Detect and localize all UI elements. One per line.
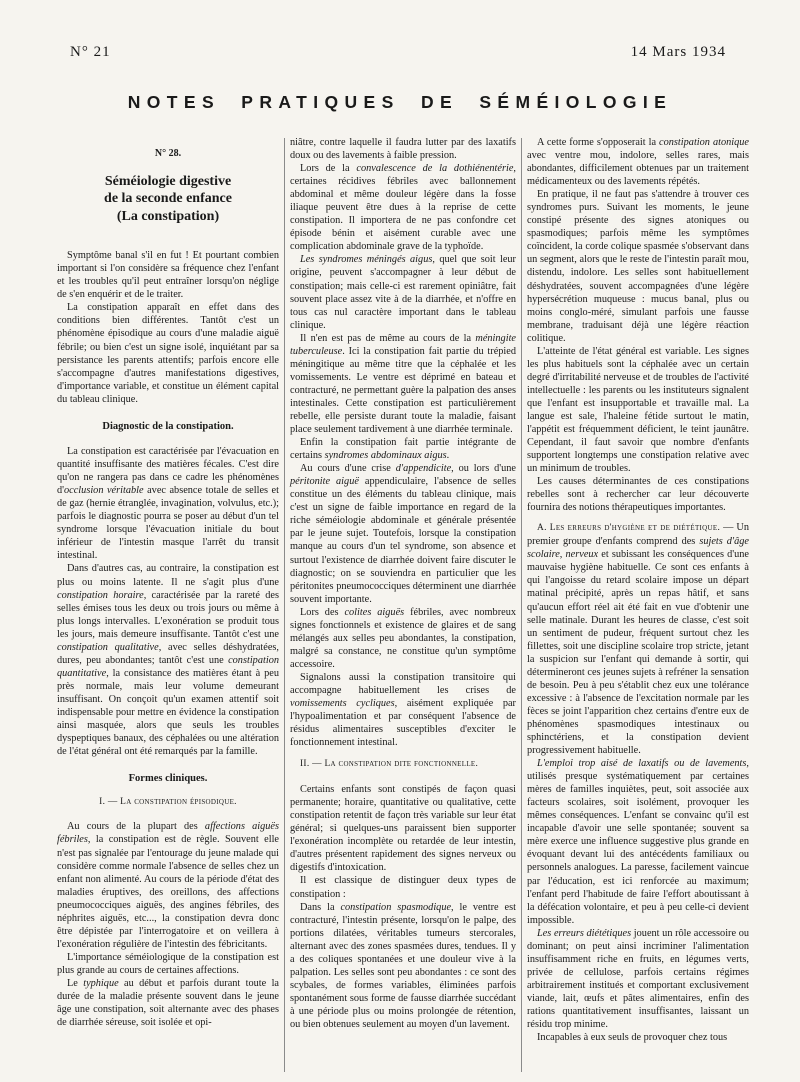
paragraph: Au cours de la plupart des affections aiguës fébriles, la constipation est de règle. Souvent elle n'est pas signalée par l'entourage du jeune malade qui considère comme normale l'absence de selles chez un enfant non alimenté. Au cours de la période d'état des maladies éruptives, des oreillons, des affections pneumococciques aiguës, des angines fébriles, des néphrites aiguës, etc..., la constipation devra donc être dépistée par l'interrogatoire et on veillera à l'exonération régulière de l'intestin des fébricitants.: [57, 821, 280, 950]
article-title-line-3: (La constipation): [116, 208, 220, 224]
subsection-heading-episodique: I. — La constipation épisodique.: [99, 797, 237, 808]
paragraph: L'emploi trop aisé de laxatifs ou de lavements, utilisés presque systématiquement par certaines mères de familles inquiètes, peut, soit associée aux facteurs scolaires, soit isolément, provoquer les mêmes conséquences. L'enfant se convainc qu'il est incapable d'avoir une selle spontanée; souvent sa mère exerce une influence suggestive plus grande en évoquant devant lui des antécédents familiaux ou personnels analogues. La paresse, facilement vaincue par l'éducation, est ici renforcée au maximum; l'enfant perd l'habitude de faire l'effort aboutissant à la défécation volontaire, et peu à peu celle-ci devient impossible.: [527, 758, 749, 926]
article-title-line-1: Séméiologie digestive: [104, 173, 232, 189]
paragraph: Il est classique de distinguer deux types de constipation :: [290, 875, 516, 900]
paragraph: niâtre, contre laquelle il faudra lutter par des laxatifs doux ou des lavements à faible pression.: [290, 137, 516, 162]
paragraph: L'importance séméiologique de la constipation est plus grande au cours de certaines affections.: [57, 951, 279, 976]
paragraph: Incapables à eux seuls de provoquer chez tous: [537, 1032, 728, 1044]
paragraph: A. Les erreurs d'hygiène et de diététique. — Un premier groupe d'enfants comprend des sujets d'âge scolaire, nerveux et subissant les conséquences d'une mauvaise hygiène habituelle. Ce sont ces enfants à qui l'angoisse du retard scolaire impose un départ matinal précipité, après un repas hâtif, et sans qu'aucun effort réel ait été fait en vue d'obtenir une selle matinale. Durant les heures de classe, c'est soit un sentiment de pudeur, fréquent surtout chez les fillettes, soit une discipline scolaire trop stricte, jetant la suspicion sur l'enfant qui demande à sortir, qui détermineront ces jeunes sujets à refréner la sensation de besoin. Peu à peu s'établit chez eux une tolérance excessive : à l'absence de l'excitation normale par les fèces se joint l'apparition chez certains d'entre eux de phénomènes spasmodiques intestinaux ou sphinctériens, et la constipation devient progressivement habituelle.: [527, 522, 749, 757]
paragraph: Dans d'autres cas, au contraire, la constipation est plus ou moins latente. Il ne s'agit plus d'une constipation horaire, caractérisée par la rareté des selles émises tous les deux ou trois jours ou même à plus longs intervalles. L'exonération se produit tous les jours, mais demeure insuffisante. Tantôt c'est une constipation qualitative, avec selles déshydratées, dures, peu abondantes; tantôt c'est une constipation quantitative, la consistance des matières étant à peu près normale, mais leur volume demeurant insuffisant. On conçoit qu'un examen attentif soit indispensable pour mettre en évidence la constipation ainsi masquée, alors que seuls les troubles dyspeptiques banaux, des céphalées ou une altération de l'état général ont été remarqués par la famille.: [57, 563, 279, 758]
paragraph: Le typhique au début et parfois durant toute la durée de la maladie présente souvent dans le jeune âge une constipation, soit alternante avec des phases de diarrhée séreuse, soit isolée et opi-: [57, 977, 279, 1029]
issue-number: N° 21: [70, 44, 111, 60]
paragraph: A cette forme s'opposerait la constipation atonique avec ventre mou, indolore, selles rares, mais abondantes, difficilement obtenues par un traitement médicamenteux ou des lavements répétés.: [527, 137, 749, 188]
column-2: [290, 136, 516, 1031]
page-title: NOTES PRATIQUES DE SÉMÉIOLOGIE: [127, 92, 673, 112]
paragraph: La constipation est caractérisée par l'évacuation en quantité insuffisante des matières fécales. C'est dire qu'on ne rangera pas dans ce cadre les phénomènes d'occlusion véritable avec absence totale de selles et de gaz (hernie étranglée, invagination, volvulus, etc.); parfois le diagnostic pourra se poser au début d'un tel syndrome lorsque l'évacuation initiale du bout inférieur de l'intestin masque l'arrêt du transit intestinal.: [57, 446, 279, 562]
paragraph: Signalons aussi la constipation transitoire qui accompagne habituellement les crises de vomissements cycliques, aisément expliquée par l'hypoalimentation et par conséquent l'absence de résidus alimentaires susceptibles d'exciter le fonctionnement intestinal.: [290, 671, 516, 749]
paragraph: Lors des colites aiguës fébriles, avec nombreux signes fonctionnels et existence de glaires et de sang mélangés aux selles peu abondantes, la constipation, malgré sa constance, ne constitue qu'un symptôme accessoire.: [290, 606, 516, 670]
column-rule-left: [284, 138, 285, 1072]
paragraph: Les causes déterminantes de ces constipations rebelles sont à rechercher car leur découverte fournira des notions thérapeutiques importantes.: [527, 476, 749, 514]
column-3: [527, 136, 749, 1044]
paragraph: Symptôme banal s'il en fut ! Et pourtant combien important si l'on considère sa fréquence chez l'enfant et les troubles qu'il peut entraîner lorsqu'on néglige de s'en enquérir et de le traiter.: [57, 250, 279, 301]
paragraph: En pratique, il ne faut pas s'attendre à trouver ces syndromes purs. Suivant les moments, le jeune constipé présente des signes atoniques ou spasmodiques; parfois même les symptômes coïncident, la corde colique spasmée s'observant dans un segment, alors que le reste de l'intestin paraît mou, distendu, indolore. Les selles sont habituellement déshydratées, souvent accompagnées d'une légère hypersécrétion muqueuse : mucus banal, plus ou moins conglo-méré, simulant parfois une fausse membrane, traduisant déjà une légère réaction colitique.: [527, 189, 749, 344]
paragraph: Enfin la constipation fait partie intégrante de certains syndromes abdominaux aigus.: [290, 437, 516, 462]
issue-date: 14 Mars 1934: [630, 44, 726, 60]
paragraph: Dans la constipation spasmodique, le ventre est contracturé, l'intestin présente, lorsqu'on le palpe, des portions dilatées, véritables tumeurs stercorales, alternant avec des zones spasmées dures, tendues. Il y a des coliques spontanées et une douleur vive à la palpation. Les selles sont peu abondantes : ce sont des scybales, de formes variables, éliminées parfois spontanément sous forme de fausse diarrhée succédant à une période plus ou moins prolongée de rétention, ou bien obtenues seulement au moyen d'un lavement.: [290, 901, 516, 1030]
column-rule-right: [521, 138, 522, 1072]
paragraph: Les syndromes méningés aigus, quel que soit leur origine, peuvent s'accompagner à leur début de constipation; mais celle-ci est rarement opiniâtre, fait souvent place assez vite à de la diarrhée, et n'offre en tous cas nul caractère important dans le tableau clinique.: [290, 254, 516, 331]
paragraph: La constipation apparaît en effet dans des conditions bien différentes. Tantôt c'est un phénomène épisodique au cours d'une maladie aiguë fébrile; ou bien c'est un signe isolé, inquiétant par sa persistance les parents attentifs; parfois encore elle s'accompagne d'autres manifestations digestives, d'importance variable, et constitue un élément capital du tableau clinique.: [57, 302, 279, 405]
section-heading-diagnostic: Diagnostic de la constipation.: [102, 420, 234, 432]
paragraph: Les erreurs diététiques jouent un rôle accessoire ou dominant; on peut ainsi incriminer l'alimentation insuffisamment riche en fruits, en légumes verts, privée de cellulose, parfois certains régimes arbitrairement institués et comportant exclusivement viande, lait, œufs et pâtes alimentaires, enfin des rations quantitativement insuffisantes, laissant un résidu trop minime.: [527, 927, 750, 1031]
column-1: [57, 136, 279, 1029]
paragraph: Lors de la convalescence de la dothiénentérie, certaines récidives fébriles avec ballonnement abdominal et même douleur légère dans la fosse iliaque peuvent être dues à la reprise de cette constipation. Il importera de ne pas confondre cet épisode bénin et aisément curable avec une complication abdominale grave de la typhoïde.: [290, 163, 516, 253]
article-number: N° 28.: [154, 148, 182, 159]
paragraph: Au cours d'une crise d'appendicite, ou lors d'une péritonite aiguë appendiculaire, l'absence de selles constitue un des éléments du tableau clinique, mais c'est un signe de faible importance en regard de la riche séméiologie abdominale et générale présentée par le jeune sujet. Toutefois, lorsque la constipation manque au cours d'un tel syndrome, son absence et surtout l'existence de diarrhée doivent faire discuter le diagnostic; on se souviendra en particulier que les péritonites pneumococciques déterminent une diarrhée souvent importante.: [290, 463, 516, 605]
spacer: [527, 514, 749, 521]
section-heading-formes: Formes cliniques.: [128, 773, 208, 785]
article-title: [57, 173, 279, 226]
paragraph: Certains enfants sont constipés de façon quasi permanente; horaire, quantitative ou qualitative, cette constipation retentit de façon très variable sur leur état général; si quelques-uns paraissent bien supporter l'exonération incomplète ou retardée de leur intestin, d'autres présentent rapidement des signes nerveux ou digestifs d'intoxication.: [290, 784, 516, 874]
subsection-heading-fonctionnelle: II. — La constipation dite fonctionnelle.: [300, 759, 479, 770]
paragraph: L'atteinte de l'état général est variable. Les signes les plus habituels sont la céphalée avec un certain degré d'irritabilité nerveuse et de troubles de l'activité intellectuelle : les parents ou les instituteurs signalent que l'enfant est insupportable et travaille mal. La langue est sale, l'haleine fétide surtout le matin, l'appétit est fréquemment déficient, le teint jaunâtre. Cependant, il faut savoir que nombre d'enfants supportent longtemps une constipation relative avec un minimum de troubles.: [527, 345, 749, 475]
article-title-line-2: de la seconde enfance: [104, 191, 232, 207]
paragraph: Il n'en est pas de même au cours de la méningite tuberculeuse. Ici la constipation fait partie du trépied méningitique au même titre que la céphalée et les vomissements. Le ventre est déprimé en bateau et contracturé, ne permettant guère la palpation des anses intestinales. Cette constipation est particulièrement rebelle, elle persiste durant toute la maladie, faisant place seulement tardivement à une diarrhée terminale.: [290, 332, 516, 436]
